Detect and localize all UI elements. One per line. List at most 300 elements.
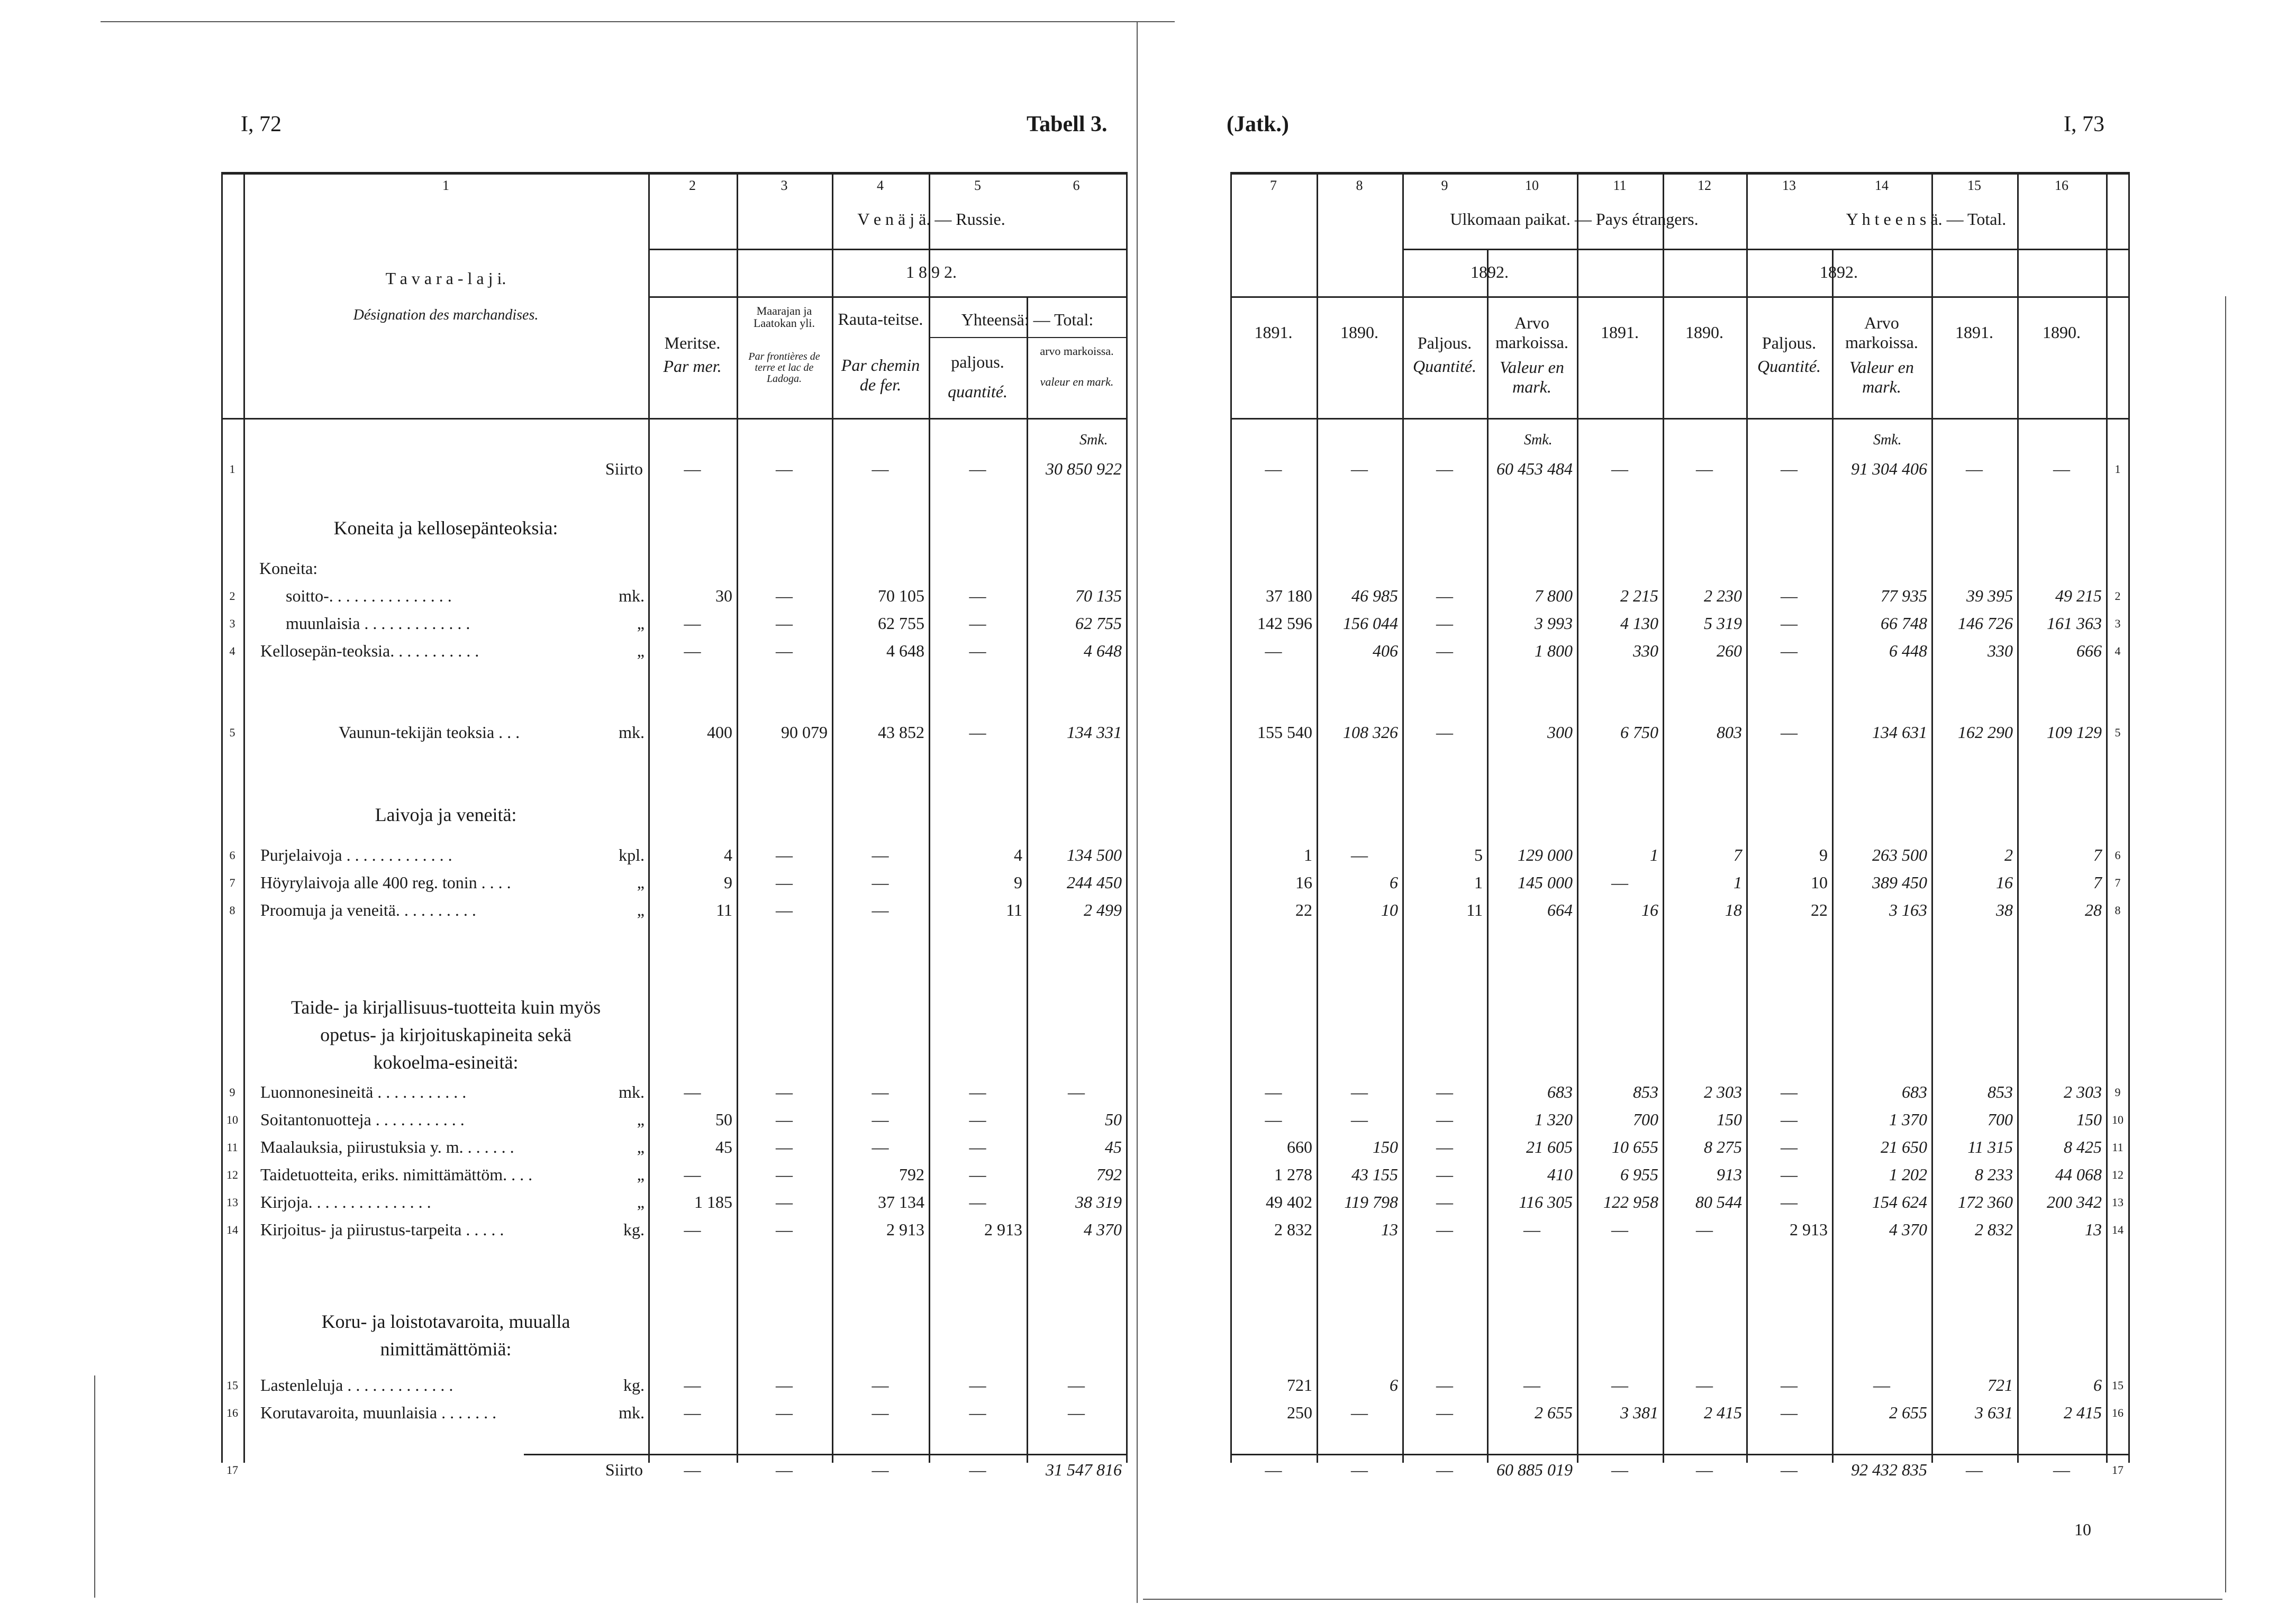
page-gutter-line (1137, 21, 1138, 1603)
row-label: Proomuja ja veneitä. . . . . . . . . . (260, 900, 476, 919)
table-cell: 6 750 (1620, 723, 1658, 742)
table-cell: 8 275 (1704, 1137, 1742, 1156)
table-cell: — (1781, 614, 1798, 633)
row-number: 9 (2115, 1086, 2121, 1099)
table-cell: 3 381 (1620, 1403, 1658, 1422)
table-cell: 721 (1988, 1375, 2013, 1395)
table-cell: 5 (1474, 845, 1483, 864)
row-unit: kg. (623, 1220, 645, 1239)
table-cell: — (1436, 1165, 1453, 1184)
col-number: 15 (1967, 178, 1981, 193)
table-cell: — (684, 1082, 701, 1101)
table-cell: — (1436, 614, 1453, 633)
section-heading: opetus- ja kirjoituskapineita sekä (320, 1024, 571, 1045)
table-cell: — (969, 1082, 986, 1101)
table-cell: — (684, 1375, 701, 1395)
row-label: Siirto (605, 459, 643, 478)
row-number: 3 (229, 617, 235, 630)
table-cell: 853 (1988, 1082, 2013, 1101)
table-cell: 16 (1996, 873, 2013, 892)
footer-page-number: 10 (2074, 1520, 2091, 1539)
table-cell: — (1611, 459, 1628, 478)
row-label: Maalauksia, piirustuksia y. m. . . . . . . (260, 1137, 514, 1156)
meritse-header: Meritse. (664, 333, 721, 352)
row-number: 1 (2115, 462, 2121, 476)
table-cell: — (1436, 459, 1453, 478)
col-number: 10 (1525, 178, 1539, 193)
table-cell: 1 (1304, 845, 1312, 864)
table-cell: 260 (1717, 641, 1742, 660)
table-cell: — (1696, 459, 1713, 478)
table-cell: 50 (1105, 1110, 1122, 1129)
foreign-qty-header: Paljous. (1417, 333, 1472, 352)
table-cell: 13 (1381, 1220, 1398, 1239)
table-cell: 7 (2093, 873, 2102, 892)
table-cell: — (872, 1375, 889, 1395)
row-unit: mk. (619, 1082, 645, 1101)
table-cell: 9 (724, 873, 732, 892)
table-cell: 2 230 (1704, 586, 1742, 605)
table-cell: — (969, 1460, 986, 1479)
row-number: 15 (226, 1379, 238, 1392)
table-cell: — (684, 1403, 701, 1422)
table-cell: 1 185 (694, 1192, 732, 1211)
col-number: 5 (974, 178, 981, 193)
table-cell: — (969, 1165, 986, 1184)
foreign-1891-header: 1891. (1601, 323, 1639, 342)
table-cell: 28 (2085, 900, 2102, 919)
table-cell: 60 453 484 (1496, 459, 1573, 478)
table-cell: 11 (1006, 900, 1022, 919)
table-cell: 700 (1633, 1110, 1658, 1129)
col-number: 9 (1441, 178, 1448, 193)
table-cell: — (1696, 1460, 1713, 1479)
row-label: Vaunun-tekijän teoksia . . . (339, 723, 520, 742)
table-cell: — (776, 1137, 793, 1156)
table-cell: 1 278 (1274, 1165, 1312, 1184)
table-cell: 2 655 (1535, 1403, 1573, 1422)
table-cell: — (1436, 1403, 1453, 1422)
table-cell: 60 885 019 (1496, 1460, 1573, 1479)
table-cell: 2 832 (1274, 1220, 1312, 1239)
table-cell: — (1611, 1220, 1628, 1239)
scan-edge-right (2225, 296, 2226, 1592)
table-cell: — (1873, 1375, 1890, 1395)
table-cell: 145 000 (1518, 873, 1573, 892)
table-cell: — (1436, 1220, 1453, 1239)
table-cell: 91 304 406 (1851, 459, 1927, 478)
russia-header: V e n ä j ä. — Russie. (857, 209, 1005, 229)
page-number-right: I, 73 (2064, 112, 2104, 136)
table-cell: — (1068, 1375, 1085, 1395)
table-cell: 44 068 (2055, 1165, 2102, 1184)
table-cell: — (1265, 1082, 1282, 1101)
table-cell: — (1781, 1137, 1798, 1156)
table-cell: — (872, 1082, 889, 1101)
table-cell: 43 155 (1351, 1165, 1398, 1184)
table-cell: 400 (707, 723, 732, 742)
table-cell: 7 800 (1535, 586, 1573, 605)
row-number: 13 (2112, 1196, 2123, 1209)
table-cell: 2 303 (2064, 1082, 2102, 1101)
table-cell: 134 500 (1067, 845, 1122, 864)
row-label: Lastenleluja . . . . . . . . . . . . . (260, 1375, 453, 1395)
table-cell: — (969, 641, 986, 660)
table-cell: 11 315 (1967, 1137, 2013, 1156)
table-cell: 37 180 (1266, 586, 1312, 605)
table-cell: 389 450 (1872, 873, 1927, 892)
col-number: 16 (2055, 178, 2068, 193)
table-cell: — (1781, 1110, 1798, 1129)
table-cell: 1 (1650, 845, 1658, 864)
row-number: 10 (226, 1113, 238, 1126)
table-cell: 3 163 (1889, 900, 1927, 919)
table-cell: 49 402 (1266, 1192, 1312, 1211)
total-header: Yhteensä: — Total: (961, 310, 1094, 329)
row-unit: „ (637, 1110, 645, 1129)
table-cell: — (1351, 1110, 1368, 1129)
table-cell: 10 (1381, 900, 1398, 919)
table-cell: 142 596 (1257, 614, 1312, 633)
table-cell: — (1781, 1403, 1798, 1422)
table-cell: 21 605 (1526, 1137, 1573, 1156)
table-cell: 250 (1287, 1403, 1312, 1422)
row-number: 8 (2115, 904, 2121, 917)
table-cell: 2 499 (1084, 900, 1122, 919)
table-cell: 853 (1633, 1082, 1658, 1101)
table-cell: 2 832 (1975, 1220, 2013, 1239)
table-cell: — (1611, 1460, 1628, 1479)
table-cell: — (684, 641, 701, 660)
grand-qty-fr: Quantité. (1757, 357, 1821, 376)
row-unit: kg. (623, 1375, 645, 1395)
table-cell: 31 547 816 (1046, 1460, 1122, 1479)
row-label: Luonnonesineitä . . . . . . . . . . . (260, 1082, 467, 1101)
row-number: 5 (2115, 726, 2121, 739)
table-cell: 8 425 (2064, 1137, 2102, 1156)
table-cell: — (776, 900, 793, 919)
table-cell: 660 (1287, 1137, 1312, 1156)
table-cell: 150 (1373, 1137, 1398, 1156)
russia-year: 1 8 9 2. (906, 262, 957, 281)
table-cell: — (1265, 1460, 1282, 1479)
section-heading: Taide- ja kirjallisuus-tuotteita kuin myös (291, 997, 601, 1018)
table-cell: — (776, 873, 793, 892)
table-cell: — (1436, 586, 1453, 605)
table-cell: — (1265, 1110, 1282, 1129)
table-cell: — (684, 1460, 701, 1479)
table-cell: 244 450 (1067, 873, 1122, 892)
section-heading: Laivoja ja veneitä: (375, 804, 517, 825)
row-label: Soitantonuotteja . . . . . . . . . . . (260, 1110, 465, 1129)
table-cell: — (776, 1220, 793, 1239)
table-cell: 666 (2076, 641, 2102, 660)
table-cell: — (969, 614, 986, 633)
row-number: 4 (229, 644, 235, 658)
col-number: 12 (1698, 178, 1711, 193)
table-cell: — (1436, 1460, 1453, 1479)
table-cell: — (1351, 1403, 1368, 1422)
table-cell: 2 (2004, 845, 2013, 864)
table-cell: — (1351, 1082, 1368, 1101)
table-cell: 4 648 (886, 641, 924, 660)
table-cell: 134 331 (1067, 723, 1122, 742)
table-cell: 22 (1295, 900, 1312, 919)
scan-edge-left (94, 1375, 95, 1598)
table-cell: 66 748 (1881, 614, 1927, 633)
value-header: arvo markoissa. (1040, 344, 1114, 358)
ladoga-fr: Par frontières de terre et lac de Ladoga. (748, 351, 820, 385)
row-number: 11 (226, 1141, 238, 1154)
table-cell: — (1781, 723, 1798, 742)
grand-1890-header: 1890. (2043, 323, 2081, 342)
table-cell: — (1781, 1192, 1798, 1211)
row-label: Höyrylaivoja alle 400 reg. tonin . . . . (260, 873, 511, 892)
table-cell: 13 (2085, 1220, 2102, 1239)
row-unit: „ (637, 900, 645, 919)
table-cell: 37 134 (878, 1192, 924, 1211)
table-cell: — (1436, 1110, 1453, 1129)
table-cell: — (2053, 1460, 2070, 1479)
col-number: 3 (781, 178, 788, 193)
table-cell: 18 (1725, 900, 1742, 919)
row-number: 6 (229, 849, 235, 862)
table-cell: 2 303 (1704, 1082, 1742, 1101)
table-cell: — (1436, 1137, 1453, 1156)
table-cell: — (684, 614, 701, 633)
row-number: 12 (2112, 1168, 2123, 1181)
row-label: Kirjoitus- ja piirustus-tarpeita . . . . . (260, 1220, 504, 1239)
table-cell: 134 631 (1872, 723, 1927, 742)
table-cell: — (1523, 1220, 1540, 1239)
table-cell: 122 958 (1603, 1192, 1658, 1211)
row-unit: „ (637, 1137, 645, 1156)
table-cell: 4 370 (1889, 1220, 1927, 1239)
table-cell: — (969, 1137, 986, 1156)
table-cell: 2 215 (1620, 586, 1658, 605)
table-cell: 109 129 (2047, 723, 2102, 742)
table-cell: — (776, 1375, 793, 1395)
table-cell: 2 415 (2064, 1403, 2102, 1422)
table-cell: — (1966, 1460, 1983, 1479)
row-number: 1 (229, 462, 235, 476)
table-cell: 4 648 (1084, 641, 1122, 660)
table-cell: 6 (1390, 1375, 1398, 1395)
table-cell: — (1696, 1220, 1713, 1239)
table-cell: 2 655 (1889, 1403, 1927, 1422)
table-cell: — (1068, 1082, 1085, 1101)
table-cell: — (776, 459, 793, 478)
table-cell: — (1611, 873, 1628, 892)
table-cell: 2 913 (1790, 1220, 1828, 1239)
table-cell: 4 130 (1620, 614, 1658, 633)
table-cell: 3 631 (1975, 1403, 2013, 1422)
table-cell: 21 650 (1881, 1137, 1927, 1156)
row-number: 16 (2112, 1406, 2123, 1419)
table-cell: 2 415 (1704, 1403, 1742, 1422)
foreign-qty-fr: Quantité. (1413, 357, 1476, 376)
foreign-year: 1892. (1471, 262, 1509, 281)
meritse-fr: Par mer. (663, 357, 722, 376)
table-cell: — (969, 586, 986, 605)
table-cell: 45 (715, 1137, 732, 1156)
table-cell: 150 (2076, 1110, 2102, 1129)
table-cell: 30 (715, 586, 732, 605)
grand-year: 1892. (1820, 262, 1858, 281)
scan-edge-top (101, 21, 1175, 22)
foreign-1890-header: 1890. (1685, 323, 1723, 342)
table-cell: 156 044 (1343, 614, 1398, 633)
table-cell: — (776, 1403, 793, 1422)
table-cell: 129 000 (1518, 845, 1573, 864)
table-cell: 9 (1014, 873, 1022, 892)
table-cell: — (1351, 1460, 1368, 1479)
table-cell: — (1265, 641, 1282, 660)
table-cell: — (1523, 1375, 1540, 1395)
continued-label: (Jatk.) (1227, 112, 1289, 136)
row-unit: mk. (619, 1403, 645, 1422)
row-number: 17 (226, 1463, 238, 1477)
table-cell: 70 105 (878, 586, 924, 605)
rail-fr: Par chemin de fer. (841, 356, 920, 394)
page-number-left: I, 72 (241, 112, 282, 136)
table-cell: — (1436, 723, 1453, 742)
table-cell: 16 (1295, 873, 1312, 892)
currency-unit: Smk. (1524, 432, 1553, 448)
table-cell: 22 (1811, 900, 1828, 919)
table-cell: — (1436, 1192, 1453, 1211)
table-cell: 77 935 (1881, 586, 1927, 605)
col-number: 14 (1875, 178, 1889, 193)
table-cell: 721 (1287, 1375, 1312, 1395)
row-label: Purjelaivoja . . . . . . . . . . . . . (260, 845, 452, 864)
table-cell: 62 755 (878, 614, 924, 633)
table-cell: 803 (1717, 723, 1742, 742)
value-fr: valeur en mark. (1040, 375, 1114, 388)
row-number: 15 (2112, 1379, 2123, 1392)
table-cell: 46 985 (1351, 586, 1398, 605)
table-cell: 50 (715, 1110, 732, 1129)
table-cell: 330 (1633, 641, 1658, 660)
section-heading: kokoelma-esineitä: (373, 1052, 519, 1073)
table-cell: 6 (2093, 1375, 2102, 1395)
currency-unit: Smk. (1873, 432, 1902, 448)
table-cell: 172 360 (1958, 1192, 2013, 1211)
grand-value-header: Arvo markoissa. (1845, 313, 1918, 352)
table-cell: 6 955 (1620, 1165, 1658, 1184)
table-cell: 16 (1641, 900, 1658, 919)
table-cell: 3 993 (1535, 614, 1573, 633)
table-cell: 1 (1474, 873, 1483, 892)
table-cell: — (776, 641, 793, 660)
table-cell: — (1781, 641, 1798, 660)
table-cell: — (872, 873, 889, 892)
table-cell: 683 (1902, 1082, 1927, 1101)
table-cell: 80 544 (1695, 1192, 1742, 1211)
table-cell: — (1696, 1375, 1713, 1395)
table-cell: 39 395 (1966, 586, 2013, 605)
table-cell: — (969, 1192, 986, 1211)
grand-1891-header: 1891. (1955, 323, 1993, 342)
table-cell: 1 370 (1889, 1110, 1927, 1129)
scan-edge-bottom (1143, 1599, 2222, 1600)
table-cell: 62 755 (1075, 614, 1122, 633)
row-number: 10 (2112, 1113, 2123, 1126)
table-cell: 43 852 (878, 723, 924, 742)
row-label: Korutavaroita, muunlaisia . . . . . . . (260, 1403, 497, 1422)
row-number: 14 (2112, 1223, 2123, 1236)
table-cell: — (776, 1110, 793, 1129)
row-unit: kpl. (619, 845, 645, 864)
grand-total-header: Y h t e e n s ä. — Total. (1846, 209, 2007, 229)
col-number: 8 (1356, 178, 1363, 193)
table-cell: 792 (899, 1165, 924, 1184)
table-cell: — (969, 1110, 986, 1129)
table-cell: 119 798 (1344, 1192, 1398, 1211)
row-label: Taidetuotteita, eriks. nimittämättöm. . . . (260, 1165, 533, 1184)
table-cell: — (776, 1082, 793, 1101)
table-cell: 11 (716, 900, 732, 919)
table-cell: 2 913 (984, 1220, 1022, 1239)
table-cell: — (969, 723, 986, 742)
table-cell: — (776, 614, 793, 633)
table-cell: 90 079 (781, 723, 828, 742)
foreign-value-header: Arvo markoissa. (1495, 313, 1568, 352)
col-number: 13 (1782, 178, 1796, 193)
row-label: Kirjoja. . . . . . . . . . . . . . . (260, 1192, 431, 1211)
table-cell: 1 202 (1889, 1165, 1927, 1184)
row-unit: mk. (619, 723, 645, 742)
row-number: 16 (226, 1406, 238, 1419)
qty-fr: quantité. (948, 382, 1008, 401)
table-cell: — (684, 459, 701, 478)
table-cell: 664 (1547, 900, 1573, 919)
table-cell: — (872, 845, 889, 864)
row-number: 13 (226, 1196, 238, 1209)
table-cell: — (1436, 1375, 1453, 1395)
table-cell: 150 (1717, 1110, 1742, 1129)
table-cell: — (1781, 1082, 1798, 1101)
section-subheading: Koneita: (259, 559, 318, 578)
table-cell: 1 320 (1535, 1110, 1573, 1129)
table-cell: 38 319 (1075, 1192, 1122, 1211)
table-cell: 146 726 (1958, 614, 2013, 633)
table-cell: 38 (1996, 900, 2013, 919)
table-cell: — (684, 1165, 701, 1184)
table-cell: 5 319 (1704, 614, 1742, 633)
row-unit: „ (637, 873, 645, 892)
table-cell: 2 913 (886, 1220, 924, 1239)
table-cell: — (1351, 459, 1368, 478)
row-unit: „ (637, 641, 645, 660)
table-cell: — (776, 1165, 793, 1184)
table-cell: — (1611, 1375, 1628, 1395)
table-cell: — (776, 845, 793, 864)
table-cell: 70 135 (1075, 586, 1122, 605)
ladoga-header: Maarajan ja Laatokan yli. (753, 304, 815, 330)
row-number: 5 (229, 726, 235, 739)
row-number: 7 (2115, 876, 2121, 889)
table-title: Tabell 3. (1027, 112, 1108, 136)
table-cell: 7 (2093, 845, 2102, 864)
row-number: 14 (226, 1223, 238, 1236)
table-cell: 410 (1547, 1165, 1573, 1184)
table-cell: 406 (1373, 641, 1398, 660)
col-number: 7 (1270, 178, 1277, 193)
table-cell: 45 (1105, 1137, 1122, 1156)
row-number: 11 (2112, 1141, 2123, 1154)
table-cell: — (684, 1220, 701, 1239)
